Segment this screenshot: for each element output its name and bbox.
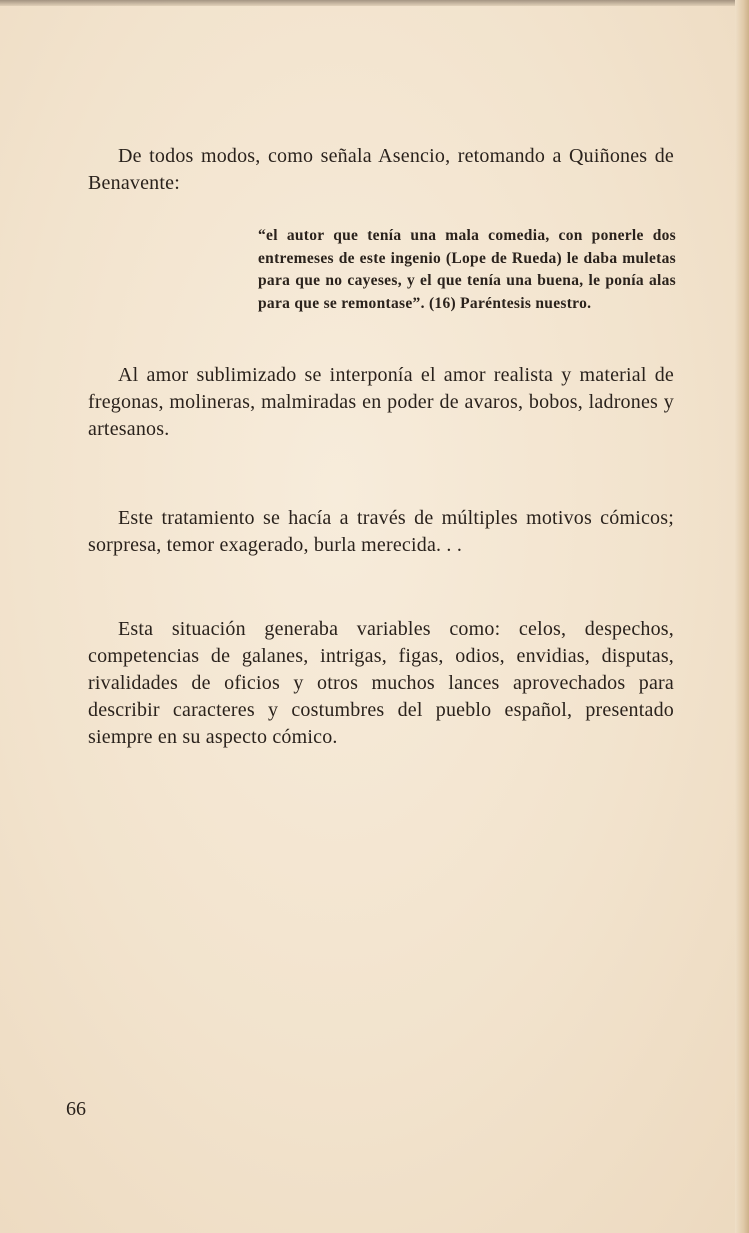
paragraph-2: Al amor sublimizado se interponía el amor realista y material de fregonas, molineras, malmiradas en poder de avaros, bobos, ladrones y artesanos. [88, 364, 674, 440]
quote-footnote: (16) Paréntesis nuestro. [428, 294, 592, 312]
block-quote [258, 225, 676, 315]
paragraph-1: De todos modos, como señala Asencio, retomando a Quiñones de Benavente: [88, 145, 674, 194]
page-right-edge [735, 0, 749, 1233]
page-top-edge [0, 0, 749, 6]
page-number: 66 [66, 1098, 86, 1120]
paragraph-3: Este tratamiento se hacía a través de múltiples motivos cómicos; sorpresa, temor exagerado, burla merecida. . . [88, 507, 674, 556]
paragraph-4: Esta situación generaba variables como: celos, despechos, competencias de galanes, intrigas, figas, odios, envidias, disputas, rivalidades de oficios y otros muchos lances aprovechados para describir caracteres y costumbres del pueblo español, presentado siempre en su aspecto cómico. [88, 618, 674, 748]
quote-text: “el autor que tenía una mala comedia, con ponerle dos entremeses de este ingenio (Lope de Rueda) le daba muletas para que no cayeses, y el que tenía una buena, le ponía alas para que se remontase”. [258, 227, 676, 312]
